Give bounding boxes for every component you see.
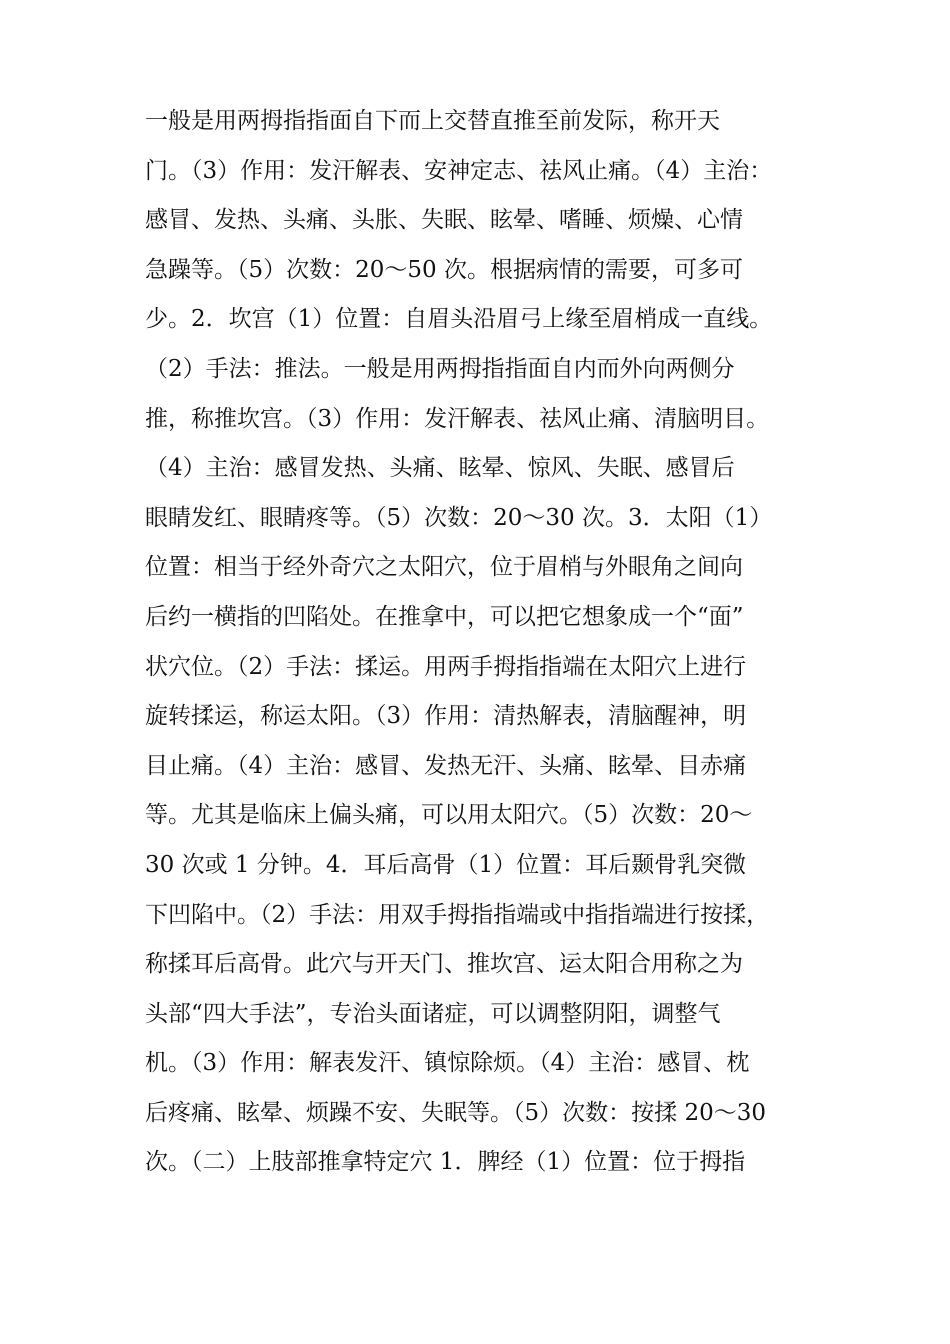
text-line: 少。2．坎宫（1）位置：自眉头沿眉弓上缘至眉梢成一直线。: [145, 306, 773, 333]
text-line: 旋转揉运，称运太阳。（3）作用：清热解表，清脑醒神，明: [145, 703, 747, 730]
text-line: 推，称推坎宫。（3）作用：发汗解表、祛风止痛、清脑明目。: [145, 405, 770, 432]
text-line: 等。尤其是临床上偏头痛，可以用太阳穴。（5）次数：20～: [145, 802, 753, 829]
text-line: 位置：相当于经外奇穴之太阳穴，位于眉梢与外眼角之间向: [145, 554, 743, 581]
text-line: 下凹陷中。（2）手法：用双手拇指指端或中指指端进行按揉，: [145, 901, 770, 928]
text-line: 门。（3）作用：发汗解表、安神定志、祛风止痛。（4）主治：: [145, 157, 773, 184]
text-line: 机。（3）作用：解表发汗、镇惊除烦。（4）主治：感冒、枕: [145, 1050, 750, 1077]
text-line: 状穴位。（2）手法：揉运。用两手拇指指端在太阳穴上进行: [145, 653, 747, 680]
text-line: 感冒、发热、头痛、头胀、失眠、眩晕、嗜睡、烦燥、心情: [145, 207, 743, 234]
text-line: 头部“四大手法”，专治头面诸症，可以调整阴阳，调整气: [145, 1000, 721, 1027]
text-line: 次。（二）上肢部推拿特定穴 1．脾经（1）位置：位于拇指: [145, 1149, 746, 1176]
text-line: 后约一横指的凹陷处。在推拿中，可以把它想象成一个“面”: [145, 603, 744, 630]
text-line: （2）手法：推法。一般是用两拇指指面自内而外向两侧分: [145, 355, 735, 382]
text-line: （4）主治：感冒发热、头痛、眩晕、惊风、失眠、感冒后: [145, 455, 735, 482]
text-line: 一般是用两拇指指面自下而上交替直推至前发际，称开天: [145, 108, 720, 134]
text-line: 急躁等。（5）次数：20～50 次。根据病情的需要，可多可: [145, 256, 743, 283]
text-line: 30 次或 1 分钟。4．耳后高骨（1）位置：耳后颞骨乳突微: [145, 851, 747, 878]
text-line: 称揉耳后高骨。此穴与开天门、推坎宫、运太阳合用称之为: [145, 951, 743, 978]
text-line: 后疼痛、眩晕、烦躁不安、失眠等。（5）次数：按揉 20～30: [145, 1099, 766, 1126]
text-line: 目止痛。（4）主治：感冒、发热无汗、头痛、眩晕、目赤痛: [145, 752, 747, 779]
body-text: [145, 97, 825, 1188]
text-line: 眼睛发红、眼睛疼等。（5）次数：20～30 次。3．太阳（1）: [145, 504, 773, 531]
